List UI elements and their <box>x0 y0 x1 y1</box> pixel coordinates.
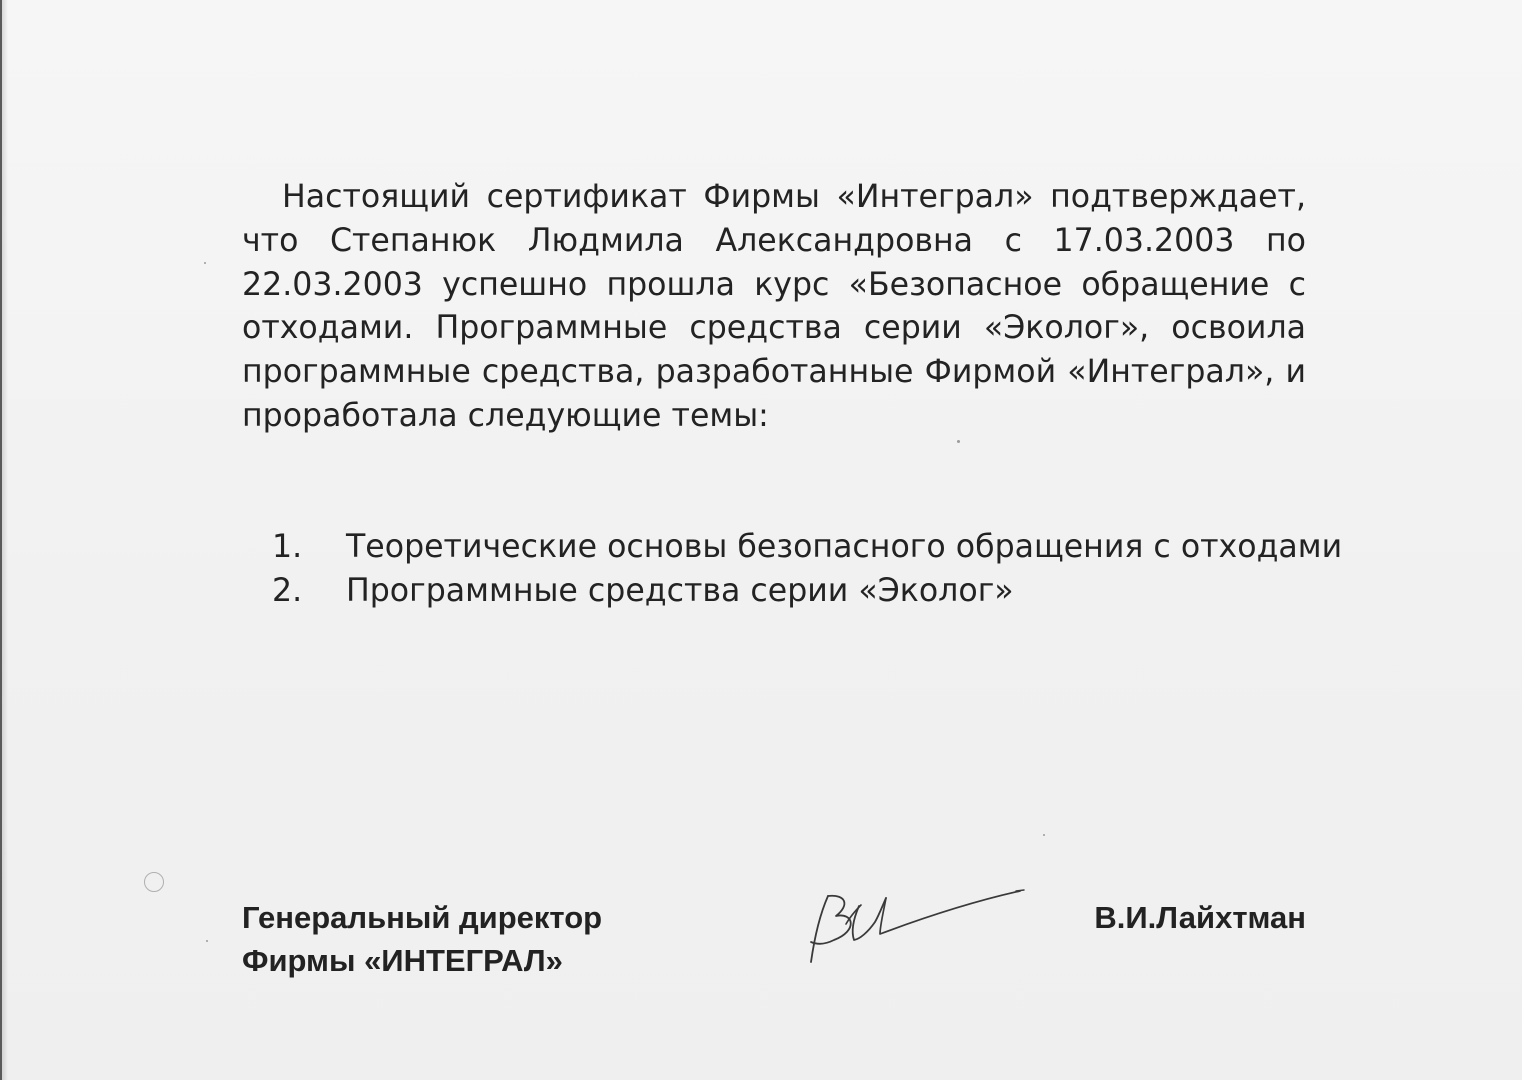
certificate-body <box>242 176 1306 439</box>
topic-item <box>272 570 1392 614</box>
signature-stroke <box>1016 890 1024 891</box>
topic-text: Программные средства серии «Эколог» <box>346 572 1014 609</box>
signature-block <box>242 896 1306 996</box>
handwritten-signature <box>790 888 1040 978</box>
signatory-name: В.И.Лайхтман <box>1094 900 1306 935</box>
signatory-title-line2: Фирмы «ИНТЕГРАЛ» <box>242 943 563 978</box>
topic-number: 1. <box>272 529 303 565</box>
topic-number: 2. <box>272 572 303 609</box>
signature-stroke <box>880 891 1020 934</box>
signature-stroke <box>811 896 851 944</box>
signature-stroke <box>811 896 828 962</box>
scan-left-edge-shadow <box>2 0 8 1080</box>
signatory-title <box>242 896 602 982</box>
scan-speck <box>1043 834 1045 836</box>
signatory-title-line1: Генеральный директор <box>242 900 603 935</box>
scan-mark <box>144 872 164 892</box>
topics-list <box>272 526 1392 614</box>
topic-item <box>272 526 1392 570</box>
topic-text: Теоретические основы безопасного обращения с отходами <box>346 529 1343 565</box>
scan-speck <box>206 940 208 942</box>
scan-speck <box>957 440 960 443</box>
certificate-intro-paragraph: Настоящий сертификат Фирмы «Интеграл» подтверждает, что Степанюк Людмила Александровна с 17.03.2003 по 22.03.2003 успешно прошла курс «Безопасное обращение с отходами. Программные средства серии «Эколог», освоила программные средства, разработанные Фирмой «Интеграл», и проработала следующие темы: <box>242 179 1306 434</box>
scan-speck <box>204 262 206 264</box>
